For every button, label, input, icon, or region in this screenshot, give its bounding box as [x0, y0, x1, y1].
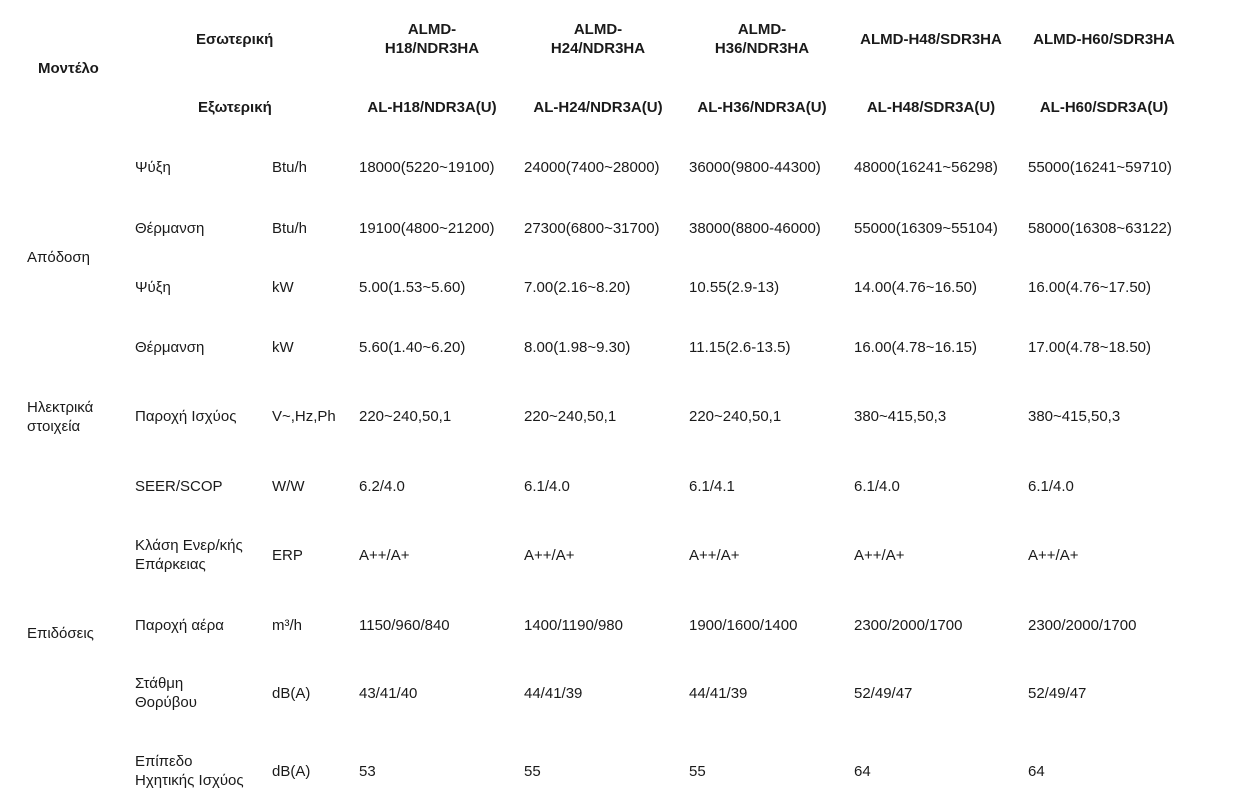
table-cell: 55	[524, 763, 541, 780]
row-label: Θέρμανση	[135, 339, 205, 356]
outdoor-model: AL-H60/SDR3A(U)	[1039, 99, 1169, 116]
model-label: Μοντέλο	[38, 60, 99, 77]
table-cell: 2300/2000/1700	[854, 617, 963, 634]
group-electrical-line2: στοιχεία	[27, 418, 81, 435]
table-cell: 27300(6800~31700)	[524, 220, 660, 237]
table-cell: A++/A+	[1028, 547, 1079, 564]
table-cell: 11.15(2.6-13.5)	[689, 339, 791, 356]
table-cell: 24000(7400~28000)	[524, 159, 660, 176]
table-cell: 43/41/40	[359, 685, 418, 702]
indoor-model-line2: H24/NDR3HA	[550, 40, 646, 57]
table-cell: 5.00(1.53~5.60)	[359, 279, 466, 296]
table-cell: 6.1/4.1	[689, 478, 735, 495]
row-label-line1: Κλάση Ενερ/κής	[135, 537, 243, 554]
row-label: Ψύξη	[135, 159, 171, 176]
indoor-model-line1: ALMD-	[737, 21, 787, 38]
group-electrical-line1: Ηλεκτρικά	[27, 399, 94, 416]
row-label-line1: Επίπεδο	[135, 753, 193, 770]
indoor-model-line1: ALMD-	[573, 21, 623, 38]
row-unit: ERP	[272, 547, 303, 564]
table-cell: 38000(8800-46000)	[689, 220, 821, 237]
table-cell: 16.00(4.78~16.15)	[854, 339, 978, 356]
table-cell: 1400/1190/980	[524, 617, 623, 634]
row-label-line1: Στάθμη	[135, 675, 184, 692]
outdoor-model: AL-H24/NDR3A(U)	[533, 99, 663, 116]
indoor-model-line1: ALMD-	[407, 21, 457, 38]
outdoor-model: AL-H36/NDR3A(U)	[697, 99, 827, 116]
row-unit: m³/h	[272, 617, 302, 634]
indoor-label: Εσωτερική	[196, 31, 274, 48]
table-cell: 64	[1028, 763, 1045, 780]
table-cell: 58000(16308~63122)	[1028, 220, 1172, 237]
table-cell: 6.1/4.0	[854, 478, 900, 495]
row-unit: kW	[272, 339, 294, 356]
row-unit: dB(A)	[272, 685, 311, 702]
table-cell: A++/A+	[359, 547, 410, 564]
table-cell: 10.55(2.9-13)	[689, 279, 780, 296]
indoor-model-line2: H18/NDR3HA	[384, 40, 480, 57]
table-cell: 6.2/4.0	[359, 478, 405, 495]
table-cell: 6.1/4.0	[1028, 478, 1074, 495]
row-label: SEER/SCOP	[135, 478, 223, 495]
table-cell: 36000(9800-44300)	[689, 159, 821, 176]
table-cell: 1900/1600/1400	[689, 617, 798, 634]
table-cell: 220~240,50,1	[524, 408, 617, 425]
row-label: Ψύξη	[135, 279, 171, 296]
group-specs: Επιδόσεις	[27, 625, 94, 642]
table-cell: A++/A+	[854, 547, 905, 564]
table-cell: A++/A+	[689, 547, 740, 564]
row-label: Παροχή Ισχύος	[135, 408, 237, 425]
row-label-line2: Ηχητικής Ισχύος	[135, 772, 244, 789]
table-cell: 18000(5220~19100)	[359, 159, 495, 176]
table-cell: 53	[359, 763, 376, 780]
table-cell: 16.00(4.76~17.50)	[1028, 279, 1152, 296]
table-cell: A++/A+	[524, 547, 575, 564]
outdoor-model: AL-H48/SDR3A(U)	[866, 99, 996, 116]
outdoor-model: AL-H18/NDR3A(U)	[367, 99, 497, 116]
indoor-model: ALMD-H60/SDR3HA	[1033, 31, 1175, 48]
table-cell: 48000(16241~56298)	[854, 159, 998, 176]
row-unit: dB(A)	[272, 763, 311, 780]
table-cell: 52/49/47	[1028, 685, 1087, 702]
row-label-line2: Θορύβου	[135, 694, 197, 711]
row-label: Παροχή αέρα	[135, 617, 224, 634]
table-cell: 19100(4800~21200)	[359, 220, 495, 237]
row-unit: W/W	[272, 478, 305, 495]
table-cell: 7.00(2.16~8.20)	[524, 279, 631, 296]
table-cell: 220~240,50,1	[689, 408, 782, 425]
indoor-model: ALMD-H48/SDR3HA	[860, 31, 1002, 48]
table-cell: 55000(16309~55104)	[854, 220, 998, 237]
row-unit: V~,Hz,Ph	[272, 408, 336, 425]
table-cell: 55	[689, 763, 706, 780]
row-label: Θέρμανση	[135, 220, 205, 237]
table-cell: 6.1/4.0	[524, 478, 570, 495]
table-cell: 380~415,50,3	[854, 408, 947, 425]
table-cell: 220~240,50,1	[359, 408, 452, 425]
table-cell: 55000(16241~59710)	[1028, 159, 1172, 176]
table-cell: 64	[854, 763, 871, 780]
table-cell: 14.00(4.76~16.50)	[854, 279, 978, 296]
table-cell: 1150/960/840	[359, 617, 450, 634]
table-cell: 44/41/39	[524, 685, 583, 702]
row-label-line2: Επάρκειας	[135, 556, 206, 573]
outdoor-label: Εξωτερική	[198, 99, 272, 116]
table-cell: 44/41/39	[689, 685, 748, 702]
row-unit: Btu/h	[272, 220, 308, 237]
table-cell: 52/49/47	[854, 685, 913, 702]
row-unit: kW	[272, 279, 294, 296]
table-cell: 380~415,50,3	[1028, 408, 1121, 425]
row-unit: Btu/h	[272, 159, 308, 176]
indoor-model-line2: H36/NDR3HA	[714, 40, 810, 57]
table-cell: 8.00(1.98~9.30)	[524, 339, 631, 356]
group-performance: Απόδοση	[27, 249, 90, 266]
table-cell: 17.00(4.78~18.50)	[1028, 339, 1152, 356]
table-cell: 5.60(1.40~6.20)	[359, 339, 466, 356]
table-cell: 2300/2000/1700	[1028, 617, 1137, 634]
